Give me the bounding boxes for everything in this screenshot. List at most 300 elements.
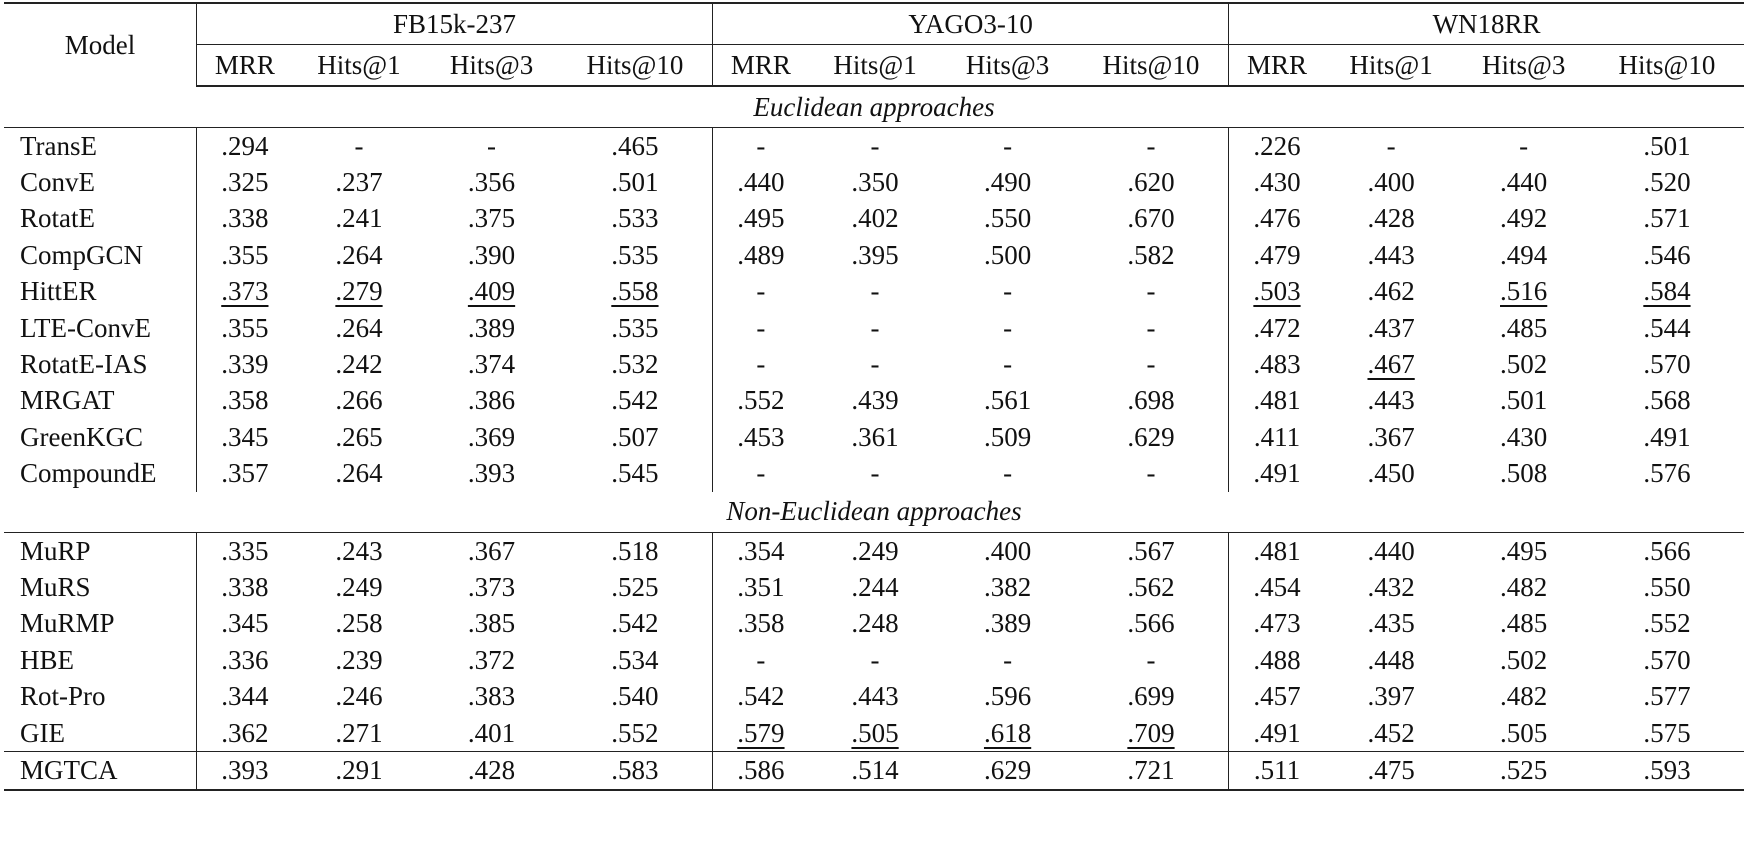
metric-value: .586 [737, 754, 785, 785]
metric-value: .439 [851, 385, 899, 416]
model-name: RotatE [4, 201, 197, 237]
metric-value: - [1146, 312, 1156, 343]
metric-value-cell [293, 606, 426, 642]
metric-value: .721 [1127, 754, 1175, 785]
metric-value: .443 [1367, 239, 1415, 270]
metric-value: - [1146, 130, 1156, 161]
metric-value-cell [1457, 201, 1590, 237]
metric-value-cell [197, 274, 293, 310]
metric-value-cell [293, 456, 426, 492]
metric-value-cell [1229, 642, 1325, 678]
metric-value: - [1003, 644, 1013, 675]
metric-value-cell [1325, 383, 1458, 419]
metric-value-cell [197, 164, 293, 200]
metric-value: .242 [335, 349, 383, 380]
metric-value: .542 [611, 385, 659, 416]
dataset-header-yago3-10: YAGO3-10 [713, 3, 1229, 45]
metric-value-cell [425, 383, 558, 419]
metric-header: Hits@3 [941, 45, 1074, 87]
metric-value: .325 [221, 167, 269, 198]
metric-value: .542 [611, 608, 659, 639]
metric-value-cell [1229, 532, 1325, 569]
metric-value: .618 [983, 717, 1032, 748]
metric-value-cell [941, 606, 1074, 642]
metric-value-cell [1229, 606, 1325, 642]
metric-value-cell [1325, 752, 1458, 790]
metric-value: .582 [1127, 239, 1175, 270]
metric-value-cell [1229, 346, 1325, 382]
metric-value-cell [425, 678, 558, 714]
metric-value: .248 [851, 608, 899, 639]
metric-value: - [870, 130, 880, 161]
metric-value: .576 [1643, 458, 1691, 489]
metric-value-cell [713, 419, 809, 455]
metric-header: MRR [197, 45, 293, 87]
metric-value: .338 [221, 571, 269, 602]
metric-value-cell [713, 532, 809, 569]
metric-value: .362 [221, 717, 269, 748]
metric-value: .593 [1643, 754, 1691, 785]
metric-value: - [756, 130, 766, 161]
metric-value: - [870, 644, 880, 675]
metric-value-cell [558, 128, 713, 165]
metric-value-cell [197, 715, 293, 752]
metric-value-cell [293, 678, 426, 714]
metric-value-cell [941, 678, 1074, 714]
metric-value: .501 [611, 167, 659, 198]
metric-value-cell [293, 346, 426, 382]
metric-value-cell [1074, 569, 1229, 605]
metric-value-cell [197, 642, 293, 678]
table-row [4, 274, 1744, 310]
metric-value: - [756, 312, 766, 343]
metric-value-cell [425, 569, 558, 605]
metric-value: .508 [1500, 458, 1548, 489]
metric-value: .389 [983, 608, 1032, 639]
metric-value: .453 [737, 421, 785, 452]
metric-value: .356 [467, 167, 516, 198]
metric-value-cell [1229, 569, 1325, 605]
metric-value: .382 [983, 571, 1032, 602]
metric-value-cell [197, 678, 293, 714]
metric-value-cell [1325, 128, 1458, 165]
metric-value: .397 [1367, 681, 1415, 712]
metric-value-cell [1457, 752, 1590, 790]
metric-value-cell [1325, 274, 1458, 310]
metric-value-cell [1229, 752, 1325, 790]
metric-value-cell [1074, 164, 1229, 200]
metric-value: .389 [467, 312, 516, 343]
metric-value-cell [1325, 642, 1458, 678]
metric-value-cell [1590, 274, 1744, 310]
metric-value-cell [1074, 752, 1229, 790]
metric-value-cell [1229, 310, 1325, 346]
metric-value-cell [713, 642, 809, 678]
metric-value-cell [1590, 456, 1744, 492]
metric-value: .393 [221, 754, 269, 785]
metric-value: .243 [335, 535, 383, 566]
section-title: Euclidean approaches [4, 86, 1744, 128]
metric-value-cell [293, 715, 426, 752]
metric-value-cell [1590, 606, 1744, 642]
metric-value: .489 [737, 239, 785, 270]
metric-value: .390 [467, 239, 516, 270]
metric-value-cell [809, 606, 942, 642]
results-table [4, 2, 1744, 791]
metric-value: .482 [1500, 571, 1548, 602]
metric-value-cell [941, 456, 1074, 492]
metric-value: .335 [221, 535, 269, 566]
metric-value-cell [809, 164, 942, 200]
metric-value-cell [197, 346, 293, 382]
metric-value: .430 [1253, 167, 1301, 198]
metric-value: .566 [1127, 608, 1175, 639]
metric-value-cell [558, 752, 713, 790]
metric-value: .552 [1643, 608, 1691, 639]
metric-value-cell [941, 310, 1074, 346]
metric-value-cell [1457, 310, 1590, 346]
metric-value: .620 [1127, 167, 1175, 198]
metric-value: .566 [1643, 535, 1691, 566]
metric-value-cell [1229, 715, 1325, 752]
metric-value: .265 [335, 421, 383, 452]
metric-value-cell [558, 532, 713, 569]
table-row [4, 678, 1744, 714]
metric-value-cell [1457, 606, 1590, 642]
metric-value-cell [1074, 678, 1229, 714]
metric-value-cell [1590, 532, 1744, 569]
metric-value: .558 [611, 276, 659, 307]
metric-value-cell [197, 128, 293, 165]
metric-value: .550 [1643, 571, 1691, 602]
metric-header: Hits@3 [425, 45, 558, 87]
metric-value-cell [558, 310, 713, 346]
metric-value: .546 [1643, 239, 1691, 270]
metric-value-cell [197, 752, 293, 790]
metric-value: .279 [335, 276, 383, 307]
metric-value-cell [941, 237, 1074, 273]
metric-value: .430 [1500, 421, 1548, 452]
metric-value: .505 [1500, 717, 1548, 748]
metric-value: .494 [1500, 239, 1548, 270]
metric-value: .567 [1127, 535, 1175, 566]
metric-value: .339 [221, 349, 269, 380]
metric-value: .481 [1253, 535, 1301, 566]
metric-value-cell [293, 532, 426, 569]
metric-value: .383 [467, 681, 516, 712]
metric-value: .400 [1367, 167, 1415, 198]
metric-value-cell [809, 752, 942, 790]
metric-value-cell [941, 128, 1074, 165]
metric-value-cell [1074, 128, 1229, 165]
metric-value: - [1386, 130, 1396, 161]
metric-value: .386 [467, 385, 516, 416]
metric-value: .542 [737, 681, 785, 712]
metric-value-cell [425, 456, 558, 492]
metric-value: .561 [983, 385, 1032, 416]
metric-header: Hits@10 [1590, 45, 1744, 87]
metric-value-cell [1074, 419, 1229, 455]
metric-value: .502 [1500, 644, 1548, 675]
metric-value: - [870, 458, 880, 489]
metric-value-cell [809, 569, 942, 605]
metric-value: .491 [1253, 458, 1301, 489]
metric-value: - [487, 130, 497, 161]
metric-value-cell [293, 128, 426, 165]
metric-value-cell [1229, 678, 1325, 714]
metric-value: .374 [467, 349, 516, 380]
metric-value: .514 [851, 754, 899, 785]
metric-value: - [1003, 458, 1013, 489]
metric-header: Hits@1 [293, 45, 426, 87]
metric-value-cell [809, 383, 942, 419]
metric-value-cell [1325, 678, 1458, 714]
metric-value-cell [1229, 164, 1325, 200]
metric-value: .525 [611, 571, 659, 602]
metric-value: .501 [1500, 385, 1548, 416]
metric-value-cell [1590, 346, 1744, 382]
metric-value: .507 [611, 421, 659, 452]
metric-value: .532 [611, 349, 659, 380]
metric-value: .409 [467, 276, 516, 307]
metric-value: - [1146, 644, 1156, 675]
metric-value: .511 [1253, 754, 1301, 785]
metric-value: .226 [1253, 130, 1301, 161]
metric-value-cell [1457, 532, 1590, 569]
metric-value-cell [713, 237, 809, 273]
metric-value-cell [1457, 715, 1590, 752]
metric-value-cell [1325, 569, 1458, 605]
metric-value: .355 [221, 312, 269, 343]
metric-value: .354 [737, 535, 785, 566]
metric-value-cell [558, 346, 713, 382]
metric-value-cell [1325, 164, 1458, 200]
metric-value: .358 [221, 385, 269, 416]
metric-value-cell [293, 642, 426, 678]
metric-value-cell [713, 752, 809, 790]
metric-value: .411 [1253, 421, 1301, 452]
model-name: HittER [4, 274, 197, 310]
metric-value: .291 [335, 754, 383, 785]
metric-value: .535 [611, 239, 659, 270]
metric-value-cell [558, 237, 713, 273]
metric-value: .490 [983, 167, 1032, 198]
table-row [4, 532, 1744, 569]
metric-value-cell [425, 715, 558, 752]
metric-value-cell [713, 715, 809, 752]
metric-value: .443 [851, 681, 899, 712]
metric-value-cell [809, 419, 942, 455]
metric-value-cell [941, 164, 1074, 200]
metric-value: .435 [1367, 608, 1415, 639]
metric-value-cell [1074, 274, 1229, 310]
metric-value: .509 [983, 421, 1032, 452]
metric-value: .338 [221, 203, 269, 234]
metric-value-cell [941, 383, 1074, 419]
metric-value-cell [425, 164, 558, 200]
table-row [4, 237, 1744, 273]
metric-value: .266 [335, 385, 383, 416]
metric-value-cell [809, 201, 942, 237]
metric-value-cell [941, 419, 1074, 455]
metric-value-cell [1325, 237, 1458, 273]
model-name: GreenKGC [4, 419, 197, 455]
metric-value: .584 [1643, 276, 1691, 307]
metric-value-cell [941, 532, 1074, 569]
metric-value-cell [1457, 419, 1590, 455]
metric-value: .525 [1500, 754, 1548, 785]
metric-value-cell [1229, 201, 1325, 237]
model-name: MGTCA [4, 752, 197, 790]
metric-value-cell [713, 274, 809, 310]
metric-value-cell [809, 346, 942, 382]
section-header-row [4, 492, 1744, 533]
metric-value: - [1003, 130, 1013, 161]
table-row [4, 419, 1744, 455]
table-row [4, 715, 1744, 752]
metric-value-cell [425, 201, 558, 237]
metric-value: .369 [467, 421, 516, 452]
metric-value: .440 [1500, 167, 1548, 198]
metric-value-cell [1074, 532, 1229, 569]
metric-value-cell [1229, 456, 1325, 492]
metric-value-cell [1590, 201, 1744, 237]
metric-value: - [870, 312, 880, 343]
metric-value-cell [809, 310, 942, 346]
metric-value: .361 [851, 421, 899, 452]
metric-value-cell [941, 346, 1074, 382]
metric-value-cell [1590, 569, 1744, 605]
metric-value: .358 [737, 608, 785, 639]
metric-value-cell [1590, 678, 1744, 714]
metric-value: .491 [1643, 421, 1691, 452]
metric-value-cell [809, 642, 942, 678]
metric-value: .432 [1367, 571, 1415, 602]
metric-value: - [756, 276, 766, 307]
metric-value-cell [197, 310, 293, 346]
metric-value-cell [1457, 128, 1590, 165]
metric-value-cell [1457, 569, 1590, 605]
metric-value: .488 [1253, 644, 1301, 675]
metric-value-cell [1590, 715, 1744, 752]
metric-value-cell [425, 532, 558, 569]
metric-value-cell [713, 346, 809, 382]
model-name: TransE [4, 128, 197, 165]
metric-value: .336 [221, 644, 269, 675]
metric-value: .402 [851, 203, 899, 234]
metric-value: .571 [1643, 203, 1691, 234]
metric-value: - [756, 458, 766, 489]
metric-value: .440 [737, 167, 785, 198]
metric-value-cell [1325, 346, 1458, 382]
metric-value: .492 [1500, 203, 1548, 234]
metric-value: .482 [1500, 681, 1548, 712]
metric-value: .462 [1367, 276, 1415, 307]
metric-value: .540 [611, 681, 659, 712]
metric-value-cell [1590, 752, 1744, 790]
metric-value-cell [713, 164, 809, 200]
model-name: MuRP [4, 532, 197, 569]
table-row [4, 456, 1744, 492]
metric-value-cell [1590, 383, 1744, 419]
metric-value: .568 [1643, 385, 1691, 416]
dataset-header-wn18rr: WN18RR [1229, 3, 1744, 45]
results-body [4, 86, 1744, 790]
metric-value-cell [293, 310, 426, 346]
metric-value: .502 [1500, 349, 1548, 380]
metric-value: - [870, 349, 880, 380]
section-title: Non-Euclidean approaches [4, 492, 1744, 533]
metric-value-cell [941, 274, 1074, 310]
metric-value-cell [558, 678, 713, 714]
metric-value: .428 [1367, 203, 1415, 234]
model-name: CompoundE [4, 456, 197, 492]
metric-value-cell [293, 164, 426, 200]
metric-value: .367 [1367, 421, 1415, 452]
metric-value: .570 [1643, 349, 1691, 380]
metric-value-cell [558, 164, 713, 200]
metric-value: .246 [335, 681, 383, 712]
metric-value: - [756, 349, 766, 380]
metric-value: .575 [1643, 717, 1691, 748]
metric-value-cell [713, 383, 809, 419]
metric-value-cell [1590, 419, 1744, 455]
metric-value-cell [1590, 642, 1744, 678]
metric-value: .516 [1500, 276, 1548, 307]
metric-value: .583 [611, 754, 659, 785]
metric-value: .550 [983, 203, 1032, 234]
metric-value: .479 [1253, 239, 1301, 270]
metric-value-cell [425, 606, 558, 642]
metric-value-cell [1457, 383, 1590, 419]
model-name: RotatE-IAS [4, 346, 197, 382]
metric-value-cell [558, 383, 713, 419]
metric-value-cell [1325, 419, 1458, 455]
metric-value: .244 [851, 571, 899, 602]
metric-value-cell [809, 532, 942, 569]
metric-value-cell [713, 678, 809, 714]
metric-value: .570 [1643, 644, 1691, 675]
metric-value-cell [197, 419, 293, 455]
metric-value-cell [713, 310, 809, 346]
metric-value: .629 [983, 754, 1032, 785]
metric-value: .373 [467, 571, 516, 602]
metric-value-cell [1590, 128, 1744, 165]
metric-value: .699 [1127, 681, 1175, 712]
metric-value-cell [558, 419, 713, 455]
metric-value-cell [1325, 532, 1458, 569]
metric-value: .698 [1127, 385, 1175, 416]
metric-value: .485 [1500, 312, 1548, 343]
metric-value-cell [558, 456, 713, 492]
metric-value-cell [558, 715, 713, 752]
metric-value-cell [197, 456, 293, 492]
table-row [4, 606, 1744, 642]
metric-value-cell [713, 456, 809, 492]
metric-value-cell [1229, 128, 1325, 165]
metric-value: .481 [1253, 385, 1301, 416]
metric-value-cell [1457, 346, 1590, 382]
metric-value-cell [809, 456, 942, 492]
model-name: LTE-ConvE [4, 310, 197, 346]
metric-value-cell [293, 237, 426, 273]
metric-value-cell [425, 128, 558, 165]
section-header-row [4, 86, 1744, 128]
metric-value-cell [293, 274, 426, 310]
metric-value-cell [1457, 456, 1590, 492]
metric-value: .545 [611, 458, 659, 489]
metric-value-cell [293, 752, 426, 790]
